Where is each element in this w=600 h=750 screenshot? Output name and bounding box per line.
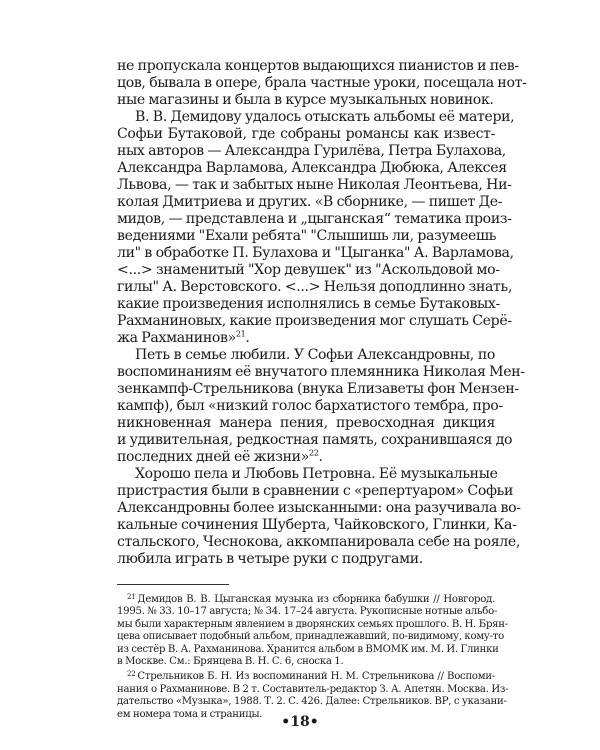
text-line: ли" в обработке П. Булахова и "Цыганка" А. Варламова, [117, 245, 514, 261]
footnote-line: ем номера тома и страницы. [117, 708, 263, 720]
text-line: мидов, — представлена и „цыганская“ тематика произ- [117, 211, 512, 227]
footnote-number: 21 [127, 593, 136, 601]
footnote-line: дательство «Музыка», 1988. Т. 2. С. 426. Далее: Стрельников. ВР, с указани- [117, 696, 507, 708]
footnote-ref-22: 22 [308, 448, 319, 458]
paragraph-4 [117, 466, 521, 568]
text-line: цов, бывала в опере, брала частные уроки, посещала нот- [117, 75, 527, 91]
text-line: Львова, — так и забытых ныне Николая Леонтьева, Ни- [117, 177, 512, 193]
text-line: Петь в семье любили. У Софьи Александровны, по [135, 347, 495, 363]
text-line: кальные сочинения Шуберта, Чайковского, Глинки, Ка- [117, 517, 517, 533]
text-line: ных авторов — Александра Гурилёва, Петра Булахова, [117, 143, 506, 159]
footnote-line [117, 668, 495, 683]
text-line: колая Дмитриева и других. «В сборнике, — пишет Де- [117, 194, 503, 210]
text-line: Софьи Бутаковой, где собраны романсы как извест- [117, 126, 495, 142]
text-line: Хорошо пела и Любовь Петровна. Её музыкальные [135, 466, 498, 482]
footnote-line: в Москве. См.: Брянцева В. Н. С. 6, сноска 1. [117, 656, 344, 668]
text-line: и удивительная, редкостная память, сохранившаяся до [117, 432, 513, 448]
text-line: Александровны более изысканными: она разучивала во- [117, 500, 521, 516]
text-line: гилы" А. Верстовского. <...> Нельзя доподлинно знать, [117, 279, 512, 295]
text-line: кампф), был «низкий голос бархатистого тембра, про- [117, 398, 503, 414]
page-number: •18• [281, 714, 319, 730]
text-line: пристрастия были в сравнении с «репертуаром» Софьи [117, 483, 514, 499]
footnote-line: мы были характерным явлением в дворянских семьях прошлого. В. Н. Брян- [117, 618, 508, 630]
footnote-divider [117, 584, 229, 585]
text-line: жа Рахманинов»$^{21}$. [117, 329, 250, 346]
footnote-line: 1995. № 33. 10–17 августа; № 34. 17–24 августа. Рукописные нотные альбо- [117, 606, 498, 618]
text-line: <...> знаменитый "Хор девушек" из "Аскольдовой мо- [117, 262, 500, 278]
text-line-content: жа Рахманинов» [117, 330, 236, 346]
text-line: не пропускала концертов выдающихся пианистов и пев- [117, 58, 519, 74]
paragraph-3 [117, 347, 525, 466]
text-line: Александра Варламова, Александра Дюбюка, Алексея [117, 160, 507, 176]
text-line: любила играть в четыре руки с подругами. [117, 551, 423, 567]
text-line: ные магазины и была в курсе музыкальных новинок. [117, 92, 494, 108]
text-line: ведениями "Ехали ребята" "Слышишь ли, разумеешь [117, 228, 497, 244]
footnote-line: цева описывает подобный альбом, принадлежавший, по-видимому, кому-то [117, 631, 504, 643]
footnote-line-content: Стрельников Б. Н. Из воспоминаний Н. М. Стрельникова // Воспоми- [137, 671, 495, 683]
paragraph-1 [117, 58, 527, 109]
text-line: какие произведения исполнялись в семье Бутаковых- [117, 296, 500, 312]
text-line-content: последних дней её жизни» [117, 449, 309, 465]
text-line: зенкампф-Стрельникова (внука Елизаветы фон Мензен- [117, 381, 519, 397]
text-line: последних дней её жизни»$^{22}$. [117, 448, 323, 465]
footnote-line: из сестёр В. А. Рахманинова. Хранится альбом в ВМОМК им. М. И. Глинки [117, 643, 499, 655]
footnote-line-content: Демидов В. В. Цыганская музыка из сборника бабушки // Новгород. [137, 594, 495, 605]
footnote-line: нания о Рахманинове. В 2 т. Составитель-редактор З. А. Апетян. Москва. Из- [117, 683, 509, 695]
footnote-ref-21: 21 [235, 329, 246, 339]
paragraph-2 [117, 109, 515, 347]
footnote-number: 22 [127, 670, 136, 679]
text-line: никновенная манера пения, превосходная дикция [117, 415, 495, 431]
page-body [117, 58, 527, 721]
text-line: Рахманиновых, какие произведения мог слушать Серё- [117, 313, 512, 329]
text-line: воспоминаниям её внучатого племянника Николая Мен- [117, 364, 525, 380]
footnote-21 [117, 591, 508, 668]
text-line: В. В. Демидову удалось отыскать альбомы её матери, [135, 109, 515, 125]
text-line: стальского, Чеснокова, аккомпанировала себе на рояле, [117, 534, 521, 550]
footnote-line [117, 591, 495, 606]
